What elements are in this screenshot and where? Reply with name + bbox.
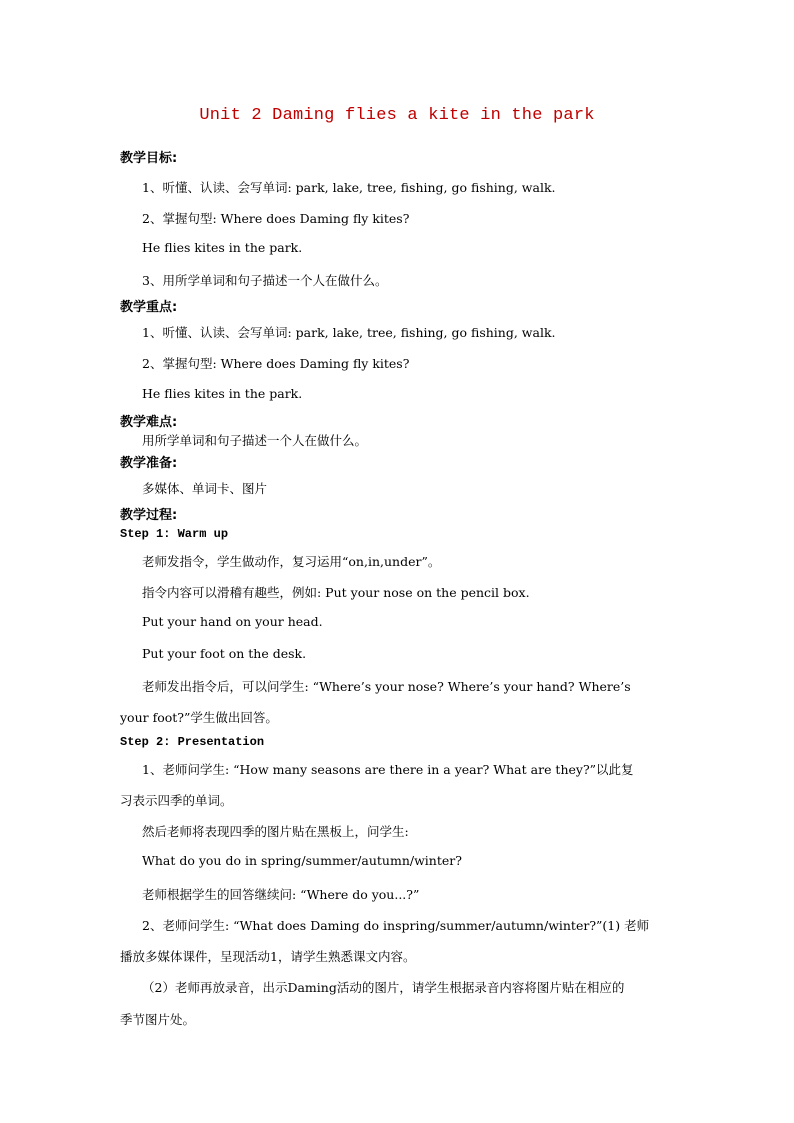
- step2-line: 1、老师问学生: “How many seasons are there in a year? What are they?”以此复: [142, 762, 634, 777]
- process-heading: 教学过程:: [120, 508, 178, 523]
- step2-line: 然后老师将表现四季的图片贴在黑板上，问学生:: [142, 824, 409, 839]
- objectives-heading: 教学目标:: [120, 151, 178, 166]
- objective-line: 1、听懂、认读、会写单词: park, lake, tree, fishing, go fishing, walk.: [142, 180, 556, 195]
- key-point-line: He flies kites in the park.: [142, 386, 303, 401]
- objective-line: He flies kites in the park.: [142, 240, 303, 255]
- step1-line: your foot?”学生做出回答。: [120, 710, 278, 725]
- step1-line: 老师发出指令后，可以问学生: “Where’s your nose? Where’s your hand? Where’s: [142, 679, 631, 694]
- step2-line: （2）老师再放录音，出示Daming活动的图片，请学生根据录音内容将图片贴在相应的: [142, 980, 625, 995]
- key-points-heading: 教学重点:: [120, 300, 178, 315]
- preparation-line: 多媒体、单词卡、图片: [142, 481, 268, 496]
- step1-line: Put your hand on your head.: [142, 614, 323, 629]
- step2-line: What do you do in spring/summer/autumn/winter?: [142, 853, 462, 868]
- step2-line: 2、老师问学生: “What does Daming do inspring/summer/autumn/winter?”(1) 老师: [142, 918, 650, 933]
- step1-line: 指令内容可以滑稽有趣些，例如: Put your nose on the pencil box.: [142, 585, 530, 600]
- key-point-line: 2、掌握句型: Where does Daming fly kites?: [142, 356, 410, 371]
- key-point-line: 1、听懂、认读、会写单词: park, lake, tree, fishing, go fishing, walk.: [142, 325, 556, 340]
- page-title: Unit 2 Daming flies a kite in the park: [199, 106, 595, 125]
- step2-line: 老师根据学生的回答继续问: “Where do you...?”: [142, 887, 420, 902]
- difficulty-line: 用所学单词和句子描述一个人在做什么。: [142, 433, 368, 448]
- step1-line: Put your foot on the desk.: [142, 646, 307, 661]
- step2-line: 播放多媒体课件，呈现活动1，请学生熟悉课文内容。: [120, 949, 416, 964]
- step1-line: 老师发指令，学生做动作，复习运用“on,in,under”。: [142, 554, 441, 569]
- step2-line: 习表示四季的单词。: [120, 793, 233, 808]
- difficulties-heading: 教学难点:: [120, 415, 178, 430]
- objective-line: 2、掌握句型: Where does Daming fly kites?: [142, 211, 410, 226]
- step2-title: Step 2: Presentation: [120, 735, 265, 749]
- preparation-heading: 教学准备:: [120, 456, 178, 471]
- objective-line: 3、用所学单词和句子描述一个人在做什么。: [142, 273, 388, 288]
- step2-line: 季节图片处。: [120, 1012, 196, 1027]
- step1-title: Step 1: Warm up: [120, 527, 229, 541]
